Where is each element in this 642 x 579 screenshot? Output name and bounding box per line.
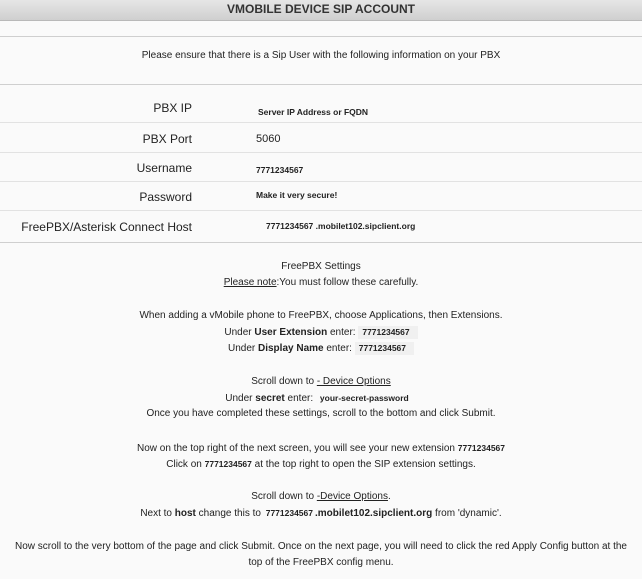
connect-host-extension: 7771234567 [266,221,314,231]
divider [0,210,642,211]
completed-line: Once you have completed these settings, scroll to the bottom and click Submit. [146,408,496,419]
page-title: VMOBILE DEVICE SIP ACCOUNT [0,0,642,21]
enter-text: enter: [287,393,314,404]
password-row [0,190,642,218]
top-right-line [0,442,642,455]
click-on-line [0,458,642,471]
pbx-ip-label: PBX IP [153,101,192,115]
divider [0,181,642,182]
from-dynamic-text: from 'dynamic'. [435,508,502,519]
user-extension-key: User Extension [254,327,328,338]
connect-host-domain: .mobilet102.sipclient.org [315,221,416,231]
connect-host-label: FreePBX/Asterisk Connect Host [21,220,192,234]
settings-heading: FreePBX Settings [281,261,361,272]
click-on-text: Click on [166,459,202,470]
pbx-ip-value: Server IP Address or FQDN [258,107,369,117]
connect-host-row [0,220,642,248]
note-text: :You must follow these carefully. [276,277,419,288]
connect-host-value [266,221,415,231]
top-right-text: Now on the top right of the next screen, you will see your new extension [136,443,455,454]
notice-text: Please ensure that there is a Sip User with the following information on your PBX [141,50,501,61]
host-extension-value: 7771234567 [265,508,313,518]
final-instruction: Now scroll to the very bottom of the page and click Submit. Once on the next page, you will need to click the red Apply Config button at the top of the FreePBX config menu. [14,541,627,568]
display-name-line [0,342,642,355]
period: . [387,491,391,502]
host-line [0,507,642,520]
change-this-text: change this to [198,508,261,519]
under-text: Under [227,343,256,354]
user-extension-line [0,326,642,339]
pbx-port-label: PBX Port [142,132,192,146]
note-label: Please note [223,277,277,288]
password-value: Make it very secure! [256,190,338,200]
secret-line [0,392,642,405]
username-label: Username [136,161,192,175]
adding-line: When adding a vMobile phone to FreePBX, choose Applications, then Extensions. [139,310,503,321]
scroll-device-options-line-2 [0,491,642,502]
device-options-link[interactable]: - Device Options [316,376,391,387]
enter-text: enter: [326,343,352,354]
device-options-link-2[interactable]: -Device Options [316,491,388,502]
click-extension-value: 7771234567 [204,459,252,469]
enter-text: enter: [329,327,356,338]
divider [0,84,642,85]
display-name-value: 7771234567 [355,342,414,355]
divider [0,122,642,123]
user-extension-value: 7771234567 [358,326,417,339]
host-domain-value: .mobilet102.sipclient.org [315,508,433,519]
pbx-port-row [0,132,642,160]
secret-value: your-secret-password [319,393,409,403]
password-label: Password [139,190,192,204]
note-line [0,277,642,288]
username-row [0,161,642,189]
secret-key: secret [255,393,285,404]
under-text: Under [225,393,253,404]
pbx-port-value: 5060 [256,133,281,145]
under-text: Under [224,327,252,338]
scroll-text: Scroll down to [251,491,315,502]
display-name-key: Display Name [258,343,324,354]
next-to-text: Next to [140,508,172,519]
host-key: host [174,508,196,519]
click-on-post-text: at the top right to open the SIP extension settings. [254,459,476,470]
pbx-ip-row [0,101,642,129]
scroll-text: Scroll down to [251,376,315,387]
divider [0,36,642,37]
username-value: 7771234567 [256,165,304,175]
divider [0,242,642,243]
new-extension-value: 7771234567 [457,443,506,453]
divider [0,152,642,153]
scroll-device-options-line [0,376,642,387]
